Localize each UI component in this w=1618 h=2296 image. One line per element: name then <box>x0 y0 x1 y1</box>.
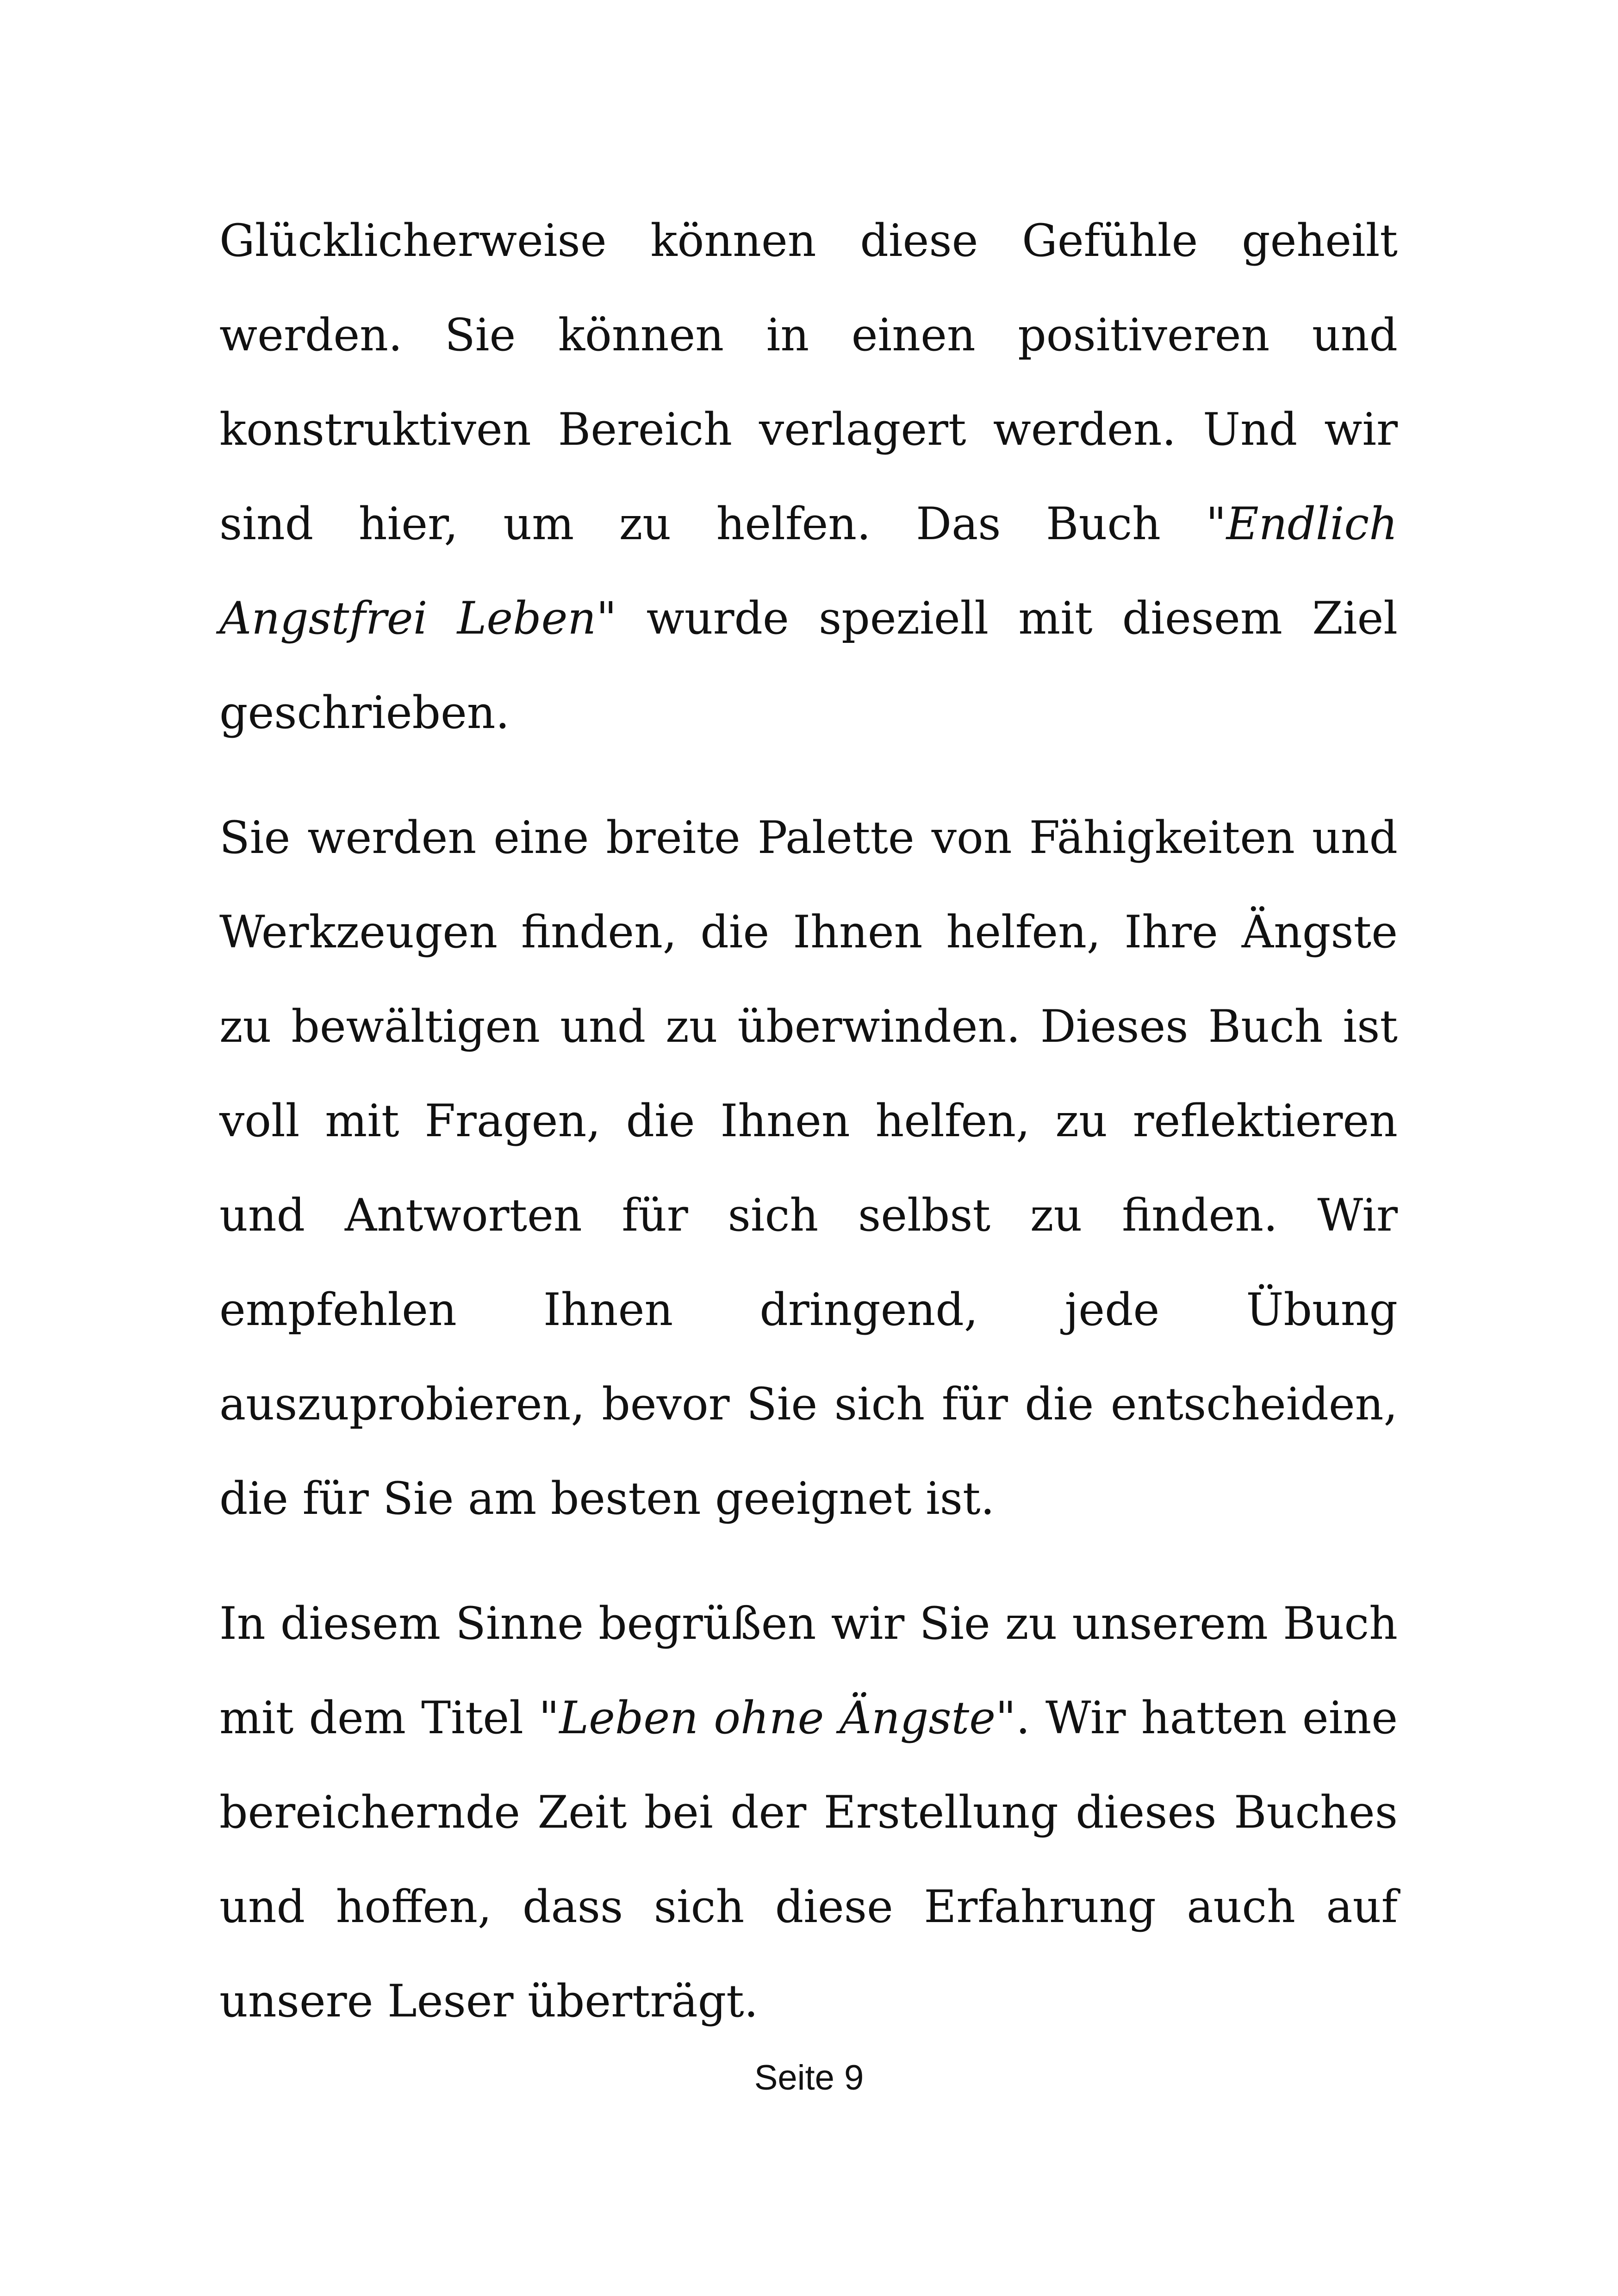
paragraph-2 <box>219 790 1398 1546</box>
paragraph-2-text: Sie werden eine breite Palette von Fähigkeiten und Werkzeugen finden, die Ihnen helfen, Ihre Ängste zu bewältigen und zu überwinden. Dieses Buch ist voll mit Fragen, die Ihnen helfen, zu reflektieren und Antworten für sich selbst zu finden. Wir empfehlen Ihnen dringend, jede Übung auszuprobieren, bevor Sie sich für die entscheiden, die für Sie am besten geeignet ist. <box>219 812 1398 1524</box>
paragraph-1-text-end: wurde speziell mit diesem Ziel geschrieben. <box>219 592 1398 739</box>
paragraph-1-book-title: Endlich Angstfrei Leben" <box>219 498 1398 644</box>
paragraph-1-text: Glücklicherweise können diese Gefühle geheilt werden. Sie können in einen positiveren und konstruktiven Bereich verlagert werden. Und wir sind hier, um zu helfen. Das Buch " <box>219 215 1398 550</box>
paragraph-3-book-title: Leben ohne Ängste <box>559 1692 996 1744</box>
paragraph-3 <box>219 1576 1398 2048</box>
page-number: Seite 9 <box>754 2058 864 2097</box>
paragraph-1 <box>219 193 1398 760</box>
body-text <box>219 193 1398 2048</box>
paragraph-3-text-end: ". Wir hatten eine bereichernde Zeit bei der Erstellung dieses Buches und hoffen, dass sich diese Erfahrung auch auf unsere Leser überträgt. <box>219 1692 1398 2027</box>
paragraph-3-text: In diesem Sinne begrüßen wir Sie zu unserem Buch mit dem Titel " <box>219 1598 1398 1744</box>
